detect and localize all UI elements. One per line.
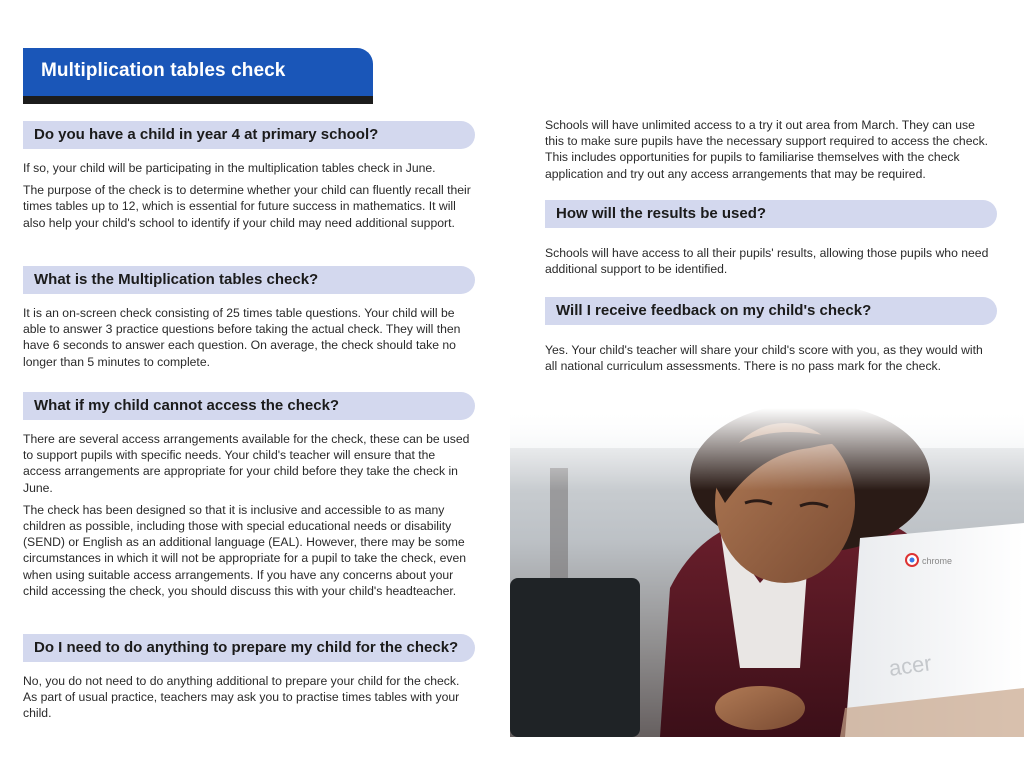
photo-girl-using-laptop bbox=[510, 408, 1024, 737]
paragraph: The purpose of the check is to determine whether your child can fluently recall their times tables up to 12, which is essential for future success in mathematics. It will also help your child's school to identify if your child may need additional support. bbox=[23, 183, 471, 230]
paragraph: There are several access arrangements available for the check, these can be used to support pupils with specific needs. Your child's teacher will ensure that the access arrangements are appropriate for your child before they take the check in June. bbox=[23, 432, 470, 495]
paragraph: It is an on-screen check consisting of 25 times table questions. Your child will be able to answer 3 practice questions before taking the actual check. They will then have 6 seconds to answer each question. On average, the check should take no longer than 5 minutes to complete. bbox=[23, 306, 461, 369]
section-heading: What is the Multiplication tables check? bbox=[23, 266, 475, 294]
paragraph: Schools will have unlimited access to a try it out area from March. They can use this to make sure pupils have the necessary support required to access the check. This includes opportunities for pupils to familiarise themselves with the check application and try out any access arrangements that may be required. bbox=[545, 118, 989, 181]
section-what-is-check bbox=[23, 266, 475, 370]
section-try-it-out bbox=[545, 117, 997, 182]
paragraph: The check has been designed so that it is inclusive and accessible to as many children as possible, including those with special educational needs or disability (SEND) or English as an additional language (EAL). However, there may be some circumstances in which it will not be appropriate for a pupil to take the check, even when using suitable access arrangements. If you have any concerns about your child accessing the check, you should discuss this with your child's headteacher. bbox=[23, 502, 467, 598]
section-feedback bbox=[545, 297, 997, 374]
paragraph: Schools will have access to all their pupils' results, allowing those pupils who need additional support to be identified. bbox=[545, 246, 989, 277]
section-heading: How will the results be used? bbox=[545, 200, 997, 228]
paragraph: If so, your child will be participating in the multiplication tables check in June. bbox=[23, 161, 436, 175]
banner-underline bbox=[23, 96, 373, 104]
paragraph: Yes. Your child's teacher will share your child's score with you, as they would with all national curriculum assessments. There is no pass mark for the check. bbox=[545, 343, 983, 374]
photo-illustration bbox=[510, 408, 1024, 737]
section-access bbox=[23, 392, 475, 599]
paragraph: No, you do not need to do anything additional to prepare your child for the check. As part of usual practice, teachers may ask you to practise times tables with your child. bbox=[23, 674, 460, 721]
section-year4 bbox=[23, 121, 475, 231]
page-title: Multiplication tables check bbox=[41, 60, 286, 81]
section-results bbox=[545, 200, 997, 277]
section-heading: Do you have a child in year 4 at primary school? bbox=[23, 121, 475, 149]
section-heading: What if my child cannot access the check? bbox=[23, 392, 475, 420]
section-heading: Do I need to do anything to prepare my child for the check? bbox=[23, 634, 475, 662]
section-heading: Will I receive feedback on my child's check? bbox=[545, 297, 997, 325]
section-prepare bbox=[23, 634, 475, 722]
photo-fade bbox=[510, 408, 1024, 737]
